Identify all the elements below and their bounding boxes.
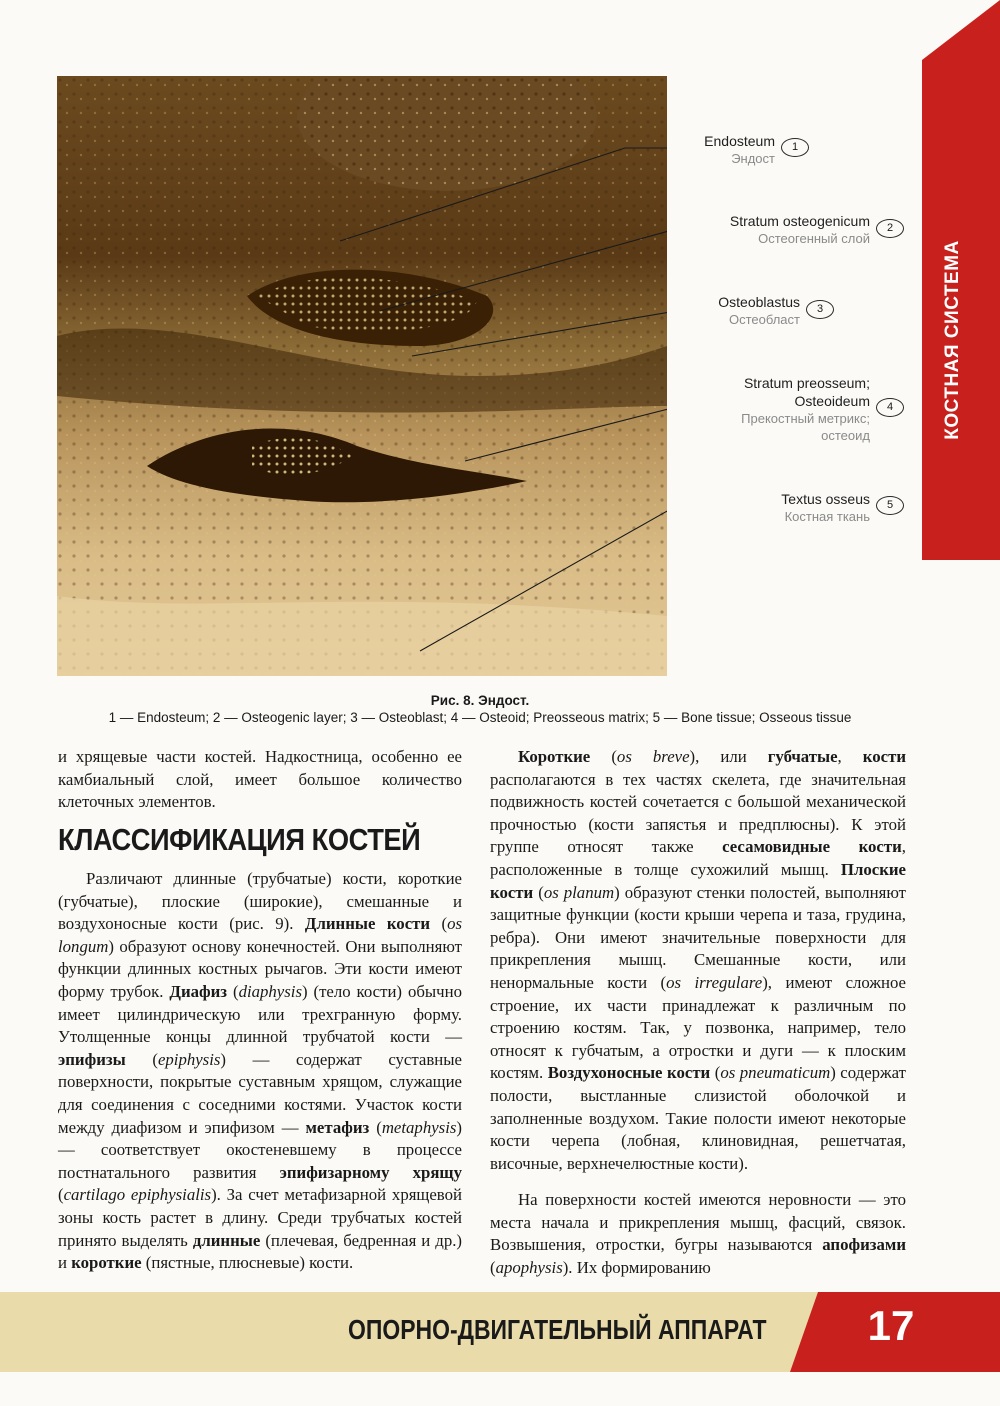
label-number: 4 <box>876 398 904 417</box>
apophysis-paragraph: На поверхности костей имеются неровности — это места начала и прикрепления мышц, фасций, связок. Возвышения, отростки, бугры называются апофизами (apophysis). Их формированию <box>490 1190 906 1278</box>
micrograph-image <box>57 76 667 676</box>
page-number: 17 <box>867 1302 915 1349</box>
label-number: 1 <box>781 138 809 157</box>
label-endosteum: Endosteum Эндост <box>704 133 775 166</box>
label-number: 5 <box>876 496 904 515</box>
section-heading: КЛАССИФИКАЦИЯ КОСТЕЙ <box>58 822 421 857</box>
right-column-body <box>490 746 906 1280</box>
label-stratum-preosseum: Stratum preosseum; Osteoideum Прекостный метрикс; остеоид <box>741 375 870 443</box>
side-tab-label: КОСТНАЯ СИСТЕМА <box>942 240 963 440</box>
label-textus-osseus: Textus osseus Костная ткань <box>781 491 870 524</box>
label-number: 2 <box>876 219 904 238</box>
classification-paragraph: Различают длинные (трубчатые) кости, короткие (губчатые), плоские (широкие), смешанные и воздухоносные кости (рис. 9). Длинные кости (os longum) образуют основу конечностей. Они выполняют функции длинных костных рычагов. Эти кости имеют форму трубок. Диафиз (diaphysis) (тело кости) обычно имеет цилиндрическую или трехгранную форму. Утолщенные концы длинной трубчатой кости — эпифизы (epiphysis) — содержат суставные поверхности, покрытые суставным хрящом, служащие для соединения с соседними костями. Участок кости между диафизом и эпифизом — метафиз (metaphysis) — соответствует окостеневшему в процессе постнатального развития эпифизарному хрящу (cartilago epiphysialis). За счет метафизарной хрящевой зоны кость растет в длину. Среди трубчатых костей принято выделять длинные (плечевая, бедренная и др.) и короткие (пястные, плюсневые) кости. <box>58 869 463 1273</box>
footer-title: ОПОРНО-ДВИГАТЕЛЬНЫЙ АППАРАТ <box>348 1314 767 1345</box>
label-stratum-osteogenicum: Stratum osteogenicum Остеогенный слой <box>729 213 870 246</box>
left-column-body <box>58 868 462 1275</box>
label-osteoblastus: Osteoblastus Остеобласт <box>718 294 800 327</box>
left-column-intro <box>58 746 462 814</box>
figure-caption-title: Рис. 8. Эндост. <box>430 693 530 708</box>
intro-paragraph: и хрящевые части костей. Надкостница, особенно ее камбиальный слой, имеет большое количество клеточных элементов. <box>58 747 462 812</box>
short-bones-paragraph: Короткие (os breve), или губчатые, кости располагаются в тех частях скелета, где значительная подвижность костей сочетается с большой механической прочностью (кости запястья и предплюсны). К этой группе относят также сесамовидные кости, расположенные в толще сухожилий мышц. Плоские кости (os planum) образуют стенки полостей, выполняют защитные функции (кости крыши черепа и таза, грудина, ребра). Они имеют значительные поверхности для прикрепления мышц. Смешанные кости, или ненормальные кости (os irregulare), имеют сложное строение, их части принадлежат к различным по строению костям. Так, у позвонка, например, тело относят к губчатым, а отростки и дуги — к плоским костям. Воздухоносные кости (os pneumaticum) содержат полости, выстланные слизистой оболочкой и заполненные воздухом. Такие полости имеют некоторые кости черепа (лобная, клиновидная, решетчатая, височные, верхнечелюстные кости). <box>490 747 906 1173</box>
figure-caption-text: 1 — Endosteum; 2 — Osteogenic layer; 3 — Osteoblast; 4 — Osteoid; Preosseous matrix; 5 — Bone tissue; Osseous tissue <box>108 710 852 725</box>
label-number: 3 <box>806 300 834 319</box>
